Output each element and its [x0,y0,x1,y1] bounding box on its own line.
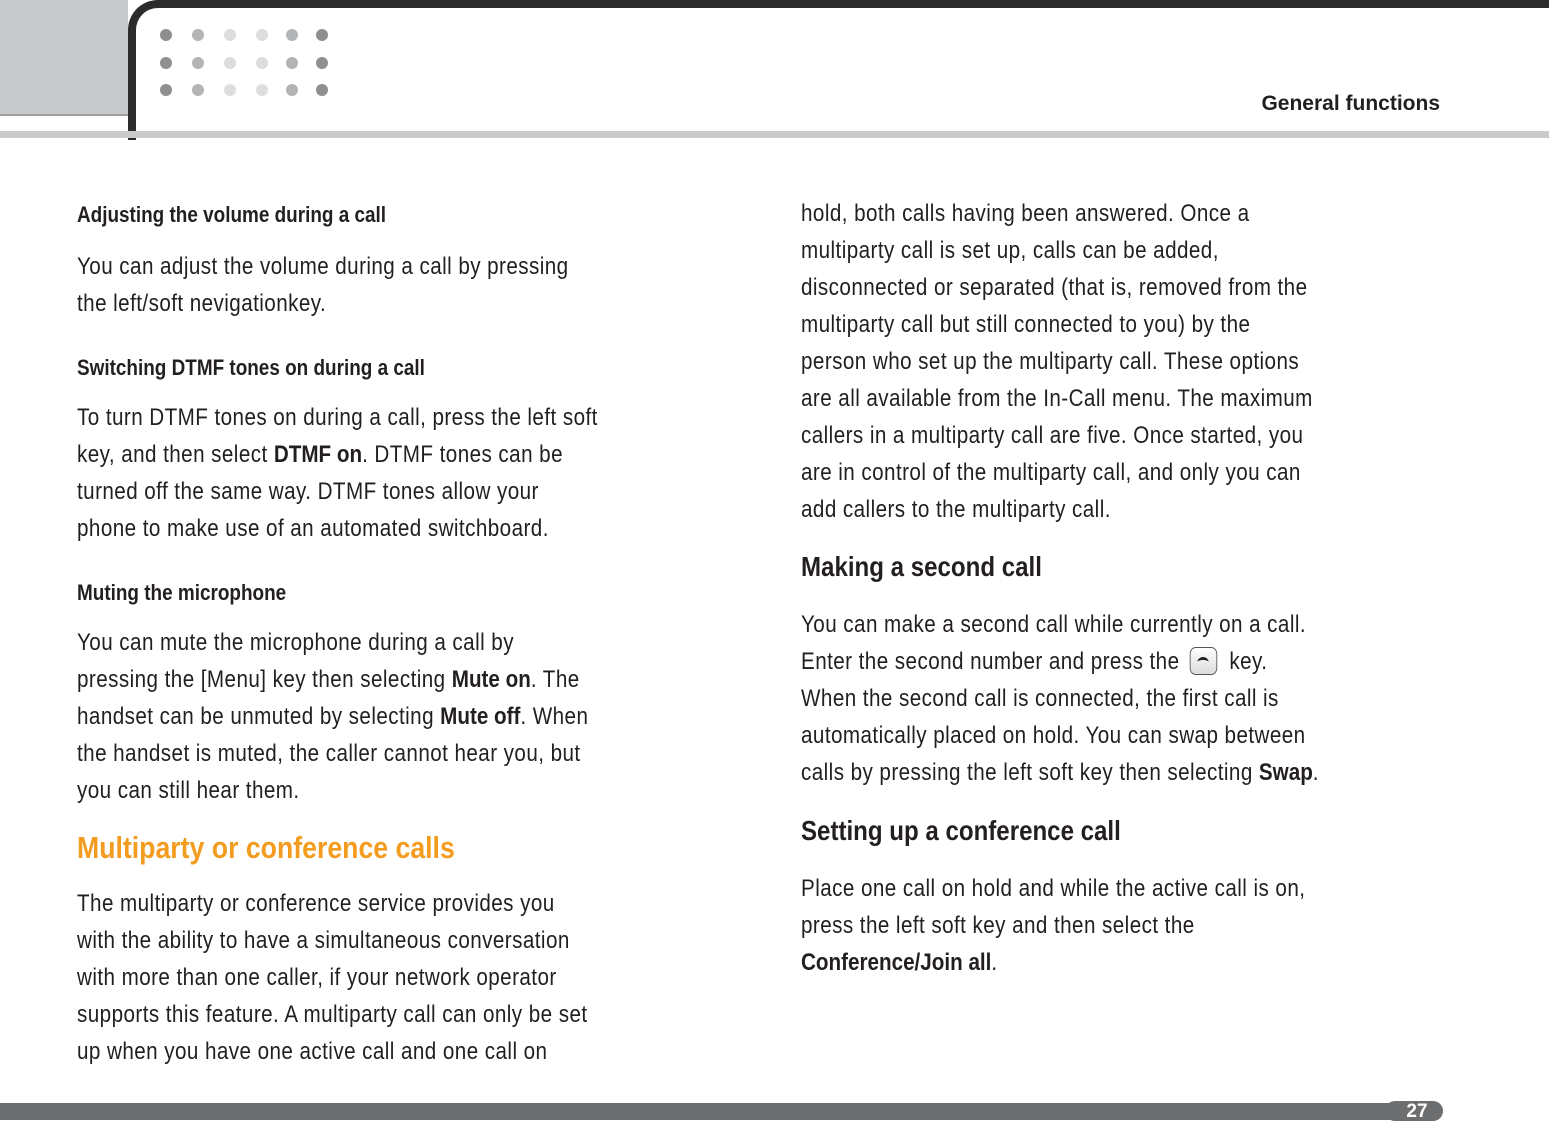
dot [316,29,328,41]
dot [316,84,328,96]
second-call-line: Enter the second number and press the key. [801,648,1268,675]
volume-line: You can adjust the volume during a call by pressing [77,253,569,280]
continued-line: multiparty call is set up, calls can be added, [801,237,1219,264]
multiparty-line: with more than one caller, if your network operator [77,964,557,991]
multiparty-line: with the ability to have a simultaneous conversation [77,927,570,954]
dot [192,29,204,41]
conference-heading: Setting up a conference call [801,815,1121,846]
mute-line: the handset is muted, the caller cannot hear you, but [77,740,581,767]
dot [286,57,298,69]
second-call-line: calls by pressing the left soft key then selecting Swap. [801,759,1319,786]
dot [256,29,268,41]
dot [192,57,204,69]
dtmf-line: turned off the same way. DTMF tones allow your [77,478,539,505]
multiparty-line: supports this feature. A multiparty call can only be set [77,1001,588,1028]
second-call-line: When the second call is connected, the first call is [801,685,1279,712]
conference-line: press the left soft key and then select the [801,912,1195,939]
multiparty-line: up when you have one active call and one call on [77,1038,548,1065]
header-grey-block [0,0,128,114]
dot [192,84,204,96]
dot [160,84,172,96]
dot [316,57,328,69]
mute-line: you can still hear them. [77,777,300,804]
mute-off-option: Mute off [440,703,521,730]
header-frame [128,0,1549,140]
continued-line: are in control of the multiparty call, and only you can [801,459,1301,486]
second-call-line: automatically placed on hold. You can swap between [801,722,1306,749]
dot [224,84,236,96]
mute-line: pressing the [Menu] key then selecting Mute on. The [77,666,580,693]
dot [224,29,236,41]
multiparty-line: The multiparty or conference service provides you [77,890,555,917]
dtmf-line: key, and then select DTMF on. DTMF tones can be [77,441,563,468]
continued-line: multiparty call but still connected to you) by the [801,311,1251,338]
section-title: General functions [1261,92,1440,115]
multiparty-heading: Multiparty or conference calls [77,830,455,865]
dot [286,29,298,41]
continued-line: hold, both calls having been answered. Once a [801,200,1250,227]
dtmf-on-option: DTMF on [273,441,363,468]
dot [256,57,268,69]
continued-line: callers in a multiparty call are five. Once started, you [801,422,1304,449]
dot [224,57,236,69]
dot [286,84,298,96]
mute-heading: Muting the microphone [77,580,287,605]
volume-heading: Adjusting the volume during a call [77,202,387,227]
dot [160,57,172,69]
dtmf-line: phone to make use of an automated switchboard. [77,515,549,542]
dot [256,84,268,96]
continued-line: disconnected or separated (that is, removed from the [801,274,1308,301]
mute-on-option: Mute on [451,666,531,693]
mute-line: handset can be unmuted by selecting Mute off. When [77,703,589,730]
dtmf-line: To turn DTMF tones on during a call, press the left soft [77,404,598,431]
page-number: 27 [1385,1101,1443,1121]
dtmf-heading: Switching DTMF tones on during a call [77,355,425,380]
continued-line: person who set up the multiparty call. These options [801,348,1300,375]
mute-line: You can mute the microphone during a call by [77,629,514,656]
conference-join-all-option: Conference/Join all [801,949,992,976]
continued-line: add callers to the multiparty call. [801,496,1111,523]
volume-line: the left/soft nevigationkey. [77,290,327,317]
conference-line: Place one call on hold and while the active call is on, [801,875,1306,902]
second-call-heading: Making a second call [801,551,1042,582]
header-grey-line [0,114,128,116]
conference-line: Conference/Join all. [801,949,998,976]
continued-line: are all available from the In-Call menu. The maximum [801,385,1313,412]
header-rule [0,131,1549,138]
send-call-key-icon [1190,647,1218,675]
footer-bar [0,1103,1410,1120]
dot [160,29,172,41]
second-call-line: You can make a second call while currently on a call. [801,611,1307,638]
swap-option: Swap [1258,759,1313,786]
